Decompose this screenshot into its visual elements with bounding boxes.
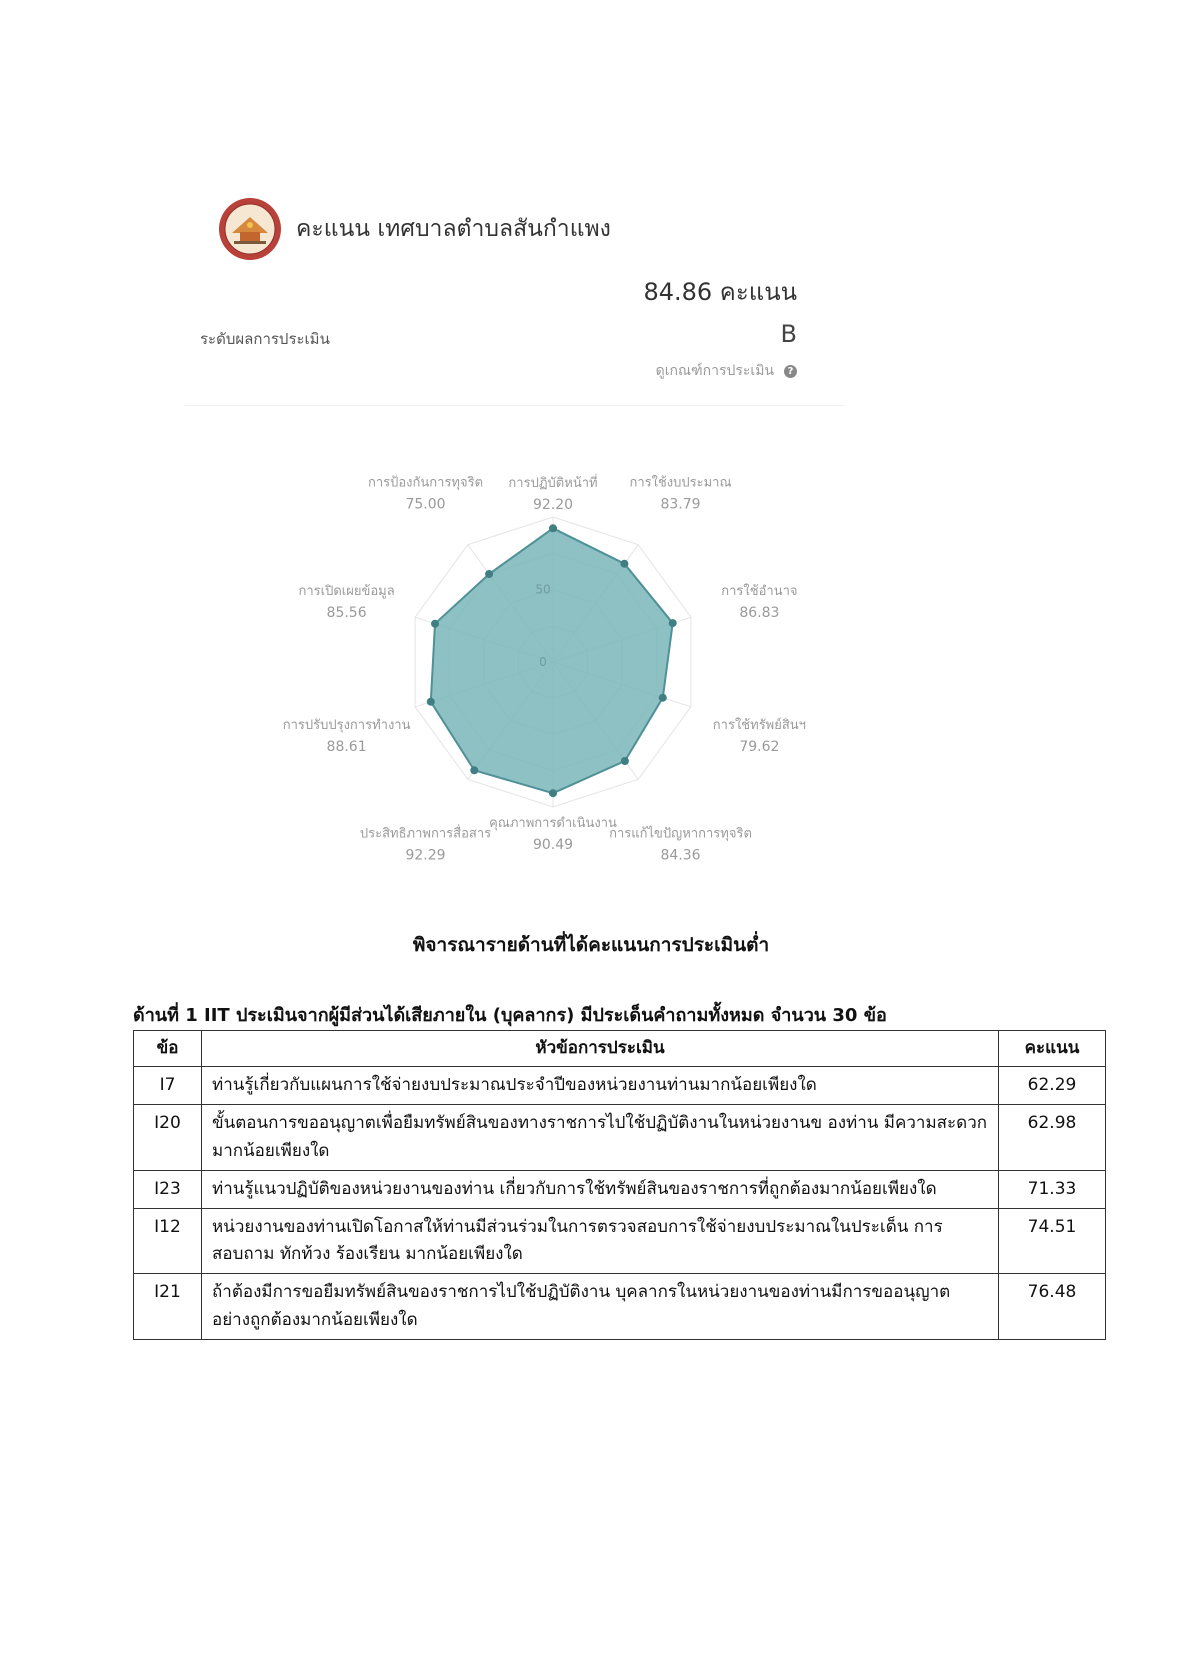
table-row: [134, 1208, 1106, 1273]
radar-category-label: การใช้ทรัพย์สินฯ: [712, 718, 806, 734]
column-header-question: หัวข้อการประเมิน: [202, 1031, 999, 1067]
row-no: I7: [134, 1067, 202, 1105]
radar-value-label: 88.61: [326, 739, 367, 756]
row-question: หน่วยงานของท่านเปิดโอกาสให้ท่านมีส่วนร่วมในการตรวจสอบการใช้จ่ายงบประมาณในประเด็น การสอบถาม ทักท้วง ร้องเรียน มากน้อยเพียงใด: [202, 1208, 999, 1273]
radar-value-label: 86.83: [739, 604, 780, 621]
radar-series-area: [431, 528, 673, 793]
row-question: ท่านรู้แนวปฏิบัติของหน่วยงานของท่าน เกี่ยวกับการใช้ทรัพย์สินของราชการที่ถูกต้องมากน้อยเพียงใด: [202, 1170, 999, 1208]
radar-data-point: [485, 570, 493, 578]
radar-value-label: 84.36: [660, 847, 701, 864]
grade-value: B: [780, 320, 797, 348]
radar-data-point: [669, 619, 677, 627]
column-header-no: ข้อ: [134, 1031, 202, 1067]
radar-data-point: [620, 560, 628, 568]
page-title: คะแนน เทศบาลตำบลสันกำแพง: [296, 216, 611, 242]
radar-value-label: 75.00: [405, 496, 446, 513]
radar-data-point: [431, 620, 439, 628]
table-header-row: [134, 1031, 1106, 1067]
radar-data-point: [549, 789, 557, 797]
radar-value-label: 83.79: [660, 496, 701, 513]
total-score: 84.86 คะแนน: [643, 278, 797, 306]
question-circle-icon[interactable]: ?: [784, 365, 797, 378]
row-score: 62.29: [999, 1067, 1106, 1105]
row-question: ท่านรู้เกี่ยวกับแผนการใช้จ่ายงบประมาณประจำปีของหน่วยงานท่านมากน้อยเพียงใด: [202, 1067, 999, 1105]
table-heading: ด้านที่ 1 IIT ประเมินจากผู้มีส่วนได้เสียภายใน (บุคลากร) มีประเด็นคำถามทั้งหมด จำนวน 30 ข้อ: [133, 1005, 887, 1026]
radar-value-label: 90.49: [532, 837, 574, 853]
row-no: I20: [134, 1105, 202, 1170]
radar-category-label: การปฏิบัติหน้าที่: [508, 476, 598, 491]
table-row: [134, 1105, 1106, 1170]
radar-value-label: 79.62: [739, 739, 780, 756]
column-header-score: คะแนน: [999, 1031, 1106, 1067]
table-row: [134, 1170, 1106, 1208]
radar-category-label: คุณภาพการดำเนินงาน: [489, 816, 617, 831]
radar-data-point: [621, 757, 629, 765]
radar-data-point: [470, 766, 478, 774]
grade-label: ระดับผลการประเมิน: [200, 330, 330, 348]
radar-category-label: การใช้งบประมาณ: [629, 475, 732, 491]
radar-tick-label: 50: [535, 582, 551, 597]
radar-category-label: การแก้ไขปัญหาการทุจริต: [609, 826, 752, 842]
radar-category-label: การปรับปรุงการทำงาน: [282, 718, 411, 734]
row-question: ขั้นตอนการขออนุญาตเพื่อยืมทรัพย์สินของทางราชการไปใช้ปฏิบัติงานในหน่วยงานข องท่าน มีความสะดวกมากน้อยเพียงใด: [202, 1105, 999, 1170]
section-title: พิจารณารายด้านที่ได้คะแนนการประเมินต่ำ: [412, 934, 770, 956]
row-no: I12: [134, 1208, 202, 1273]
radar-category-label: ประสิทธิภาพการสื่อสาร: [359, 826, 492, 842]
row-question: ถ้าต้องมีการขอยืมทรัพย์สินของราชการไปใช้ปฏิบัติงาน บุคลากรในหน่วยงานของท่านมีการขออนุญาตอย่างถูกต้องมากน้อยเพียงใด: [202, 1274, 999, 1339]
radar-value-label: 92.29: [405, 847, 446, 864]
radar-data-point: [427, 698, 435, 706]
row-no: I23: [134, 1170, 202, 1208]
table-row: [134, 1274, 1106, 1339]
radar-category-label: การใช้อำนาจ: [721, 583, 798, 599]
radar-data-point: [659, 694, 667, 702]
low-score-table: [133, 1030, 1106, 1340]
criteria-link-label[interactable]: ดูเกณฑ์การประเมิน: [655, 363, 774, 379]
row-score: 62.98: [999, 1105, 1106, 1170]
radar-category-label: การป้องกันการทุจริต: [367, 475, 484, 491]
row-no: I21: [134, 1274, 202, 1339]
radar-value-label: 92.20: [532, 497, 574, 513]
row-score: 71.33: [999, 1170, 1106, 1208]
table-row: [134, 1067, 1106, 1105]
radar-category-label: การเปิดเผยข้อมูล: [298, 583, 395, 599]
radar-tick-label: 0: [539, 655, 547, 669]
row-score: 76.48: [999, 1274, 1106, 1339]
radar-data-point: [549, 524, 557, 532]
row-score: 74.51: [999, 1208, 1106, 1273]
radar-value-label: 85.56: [326, 604, 367, 621]
